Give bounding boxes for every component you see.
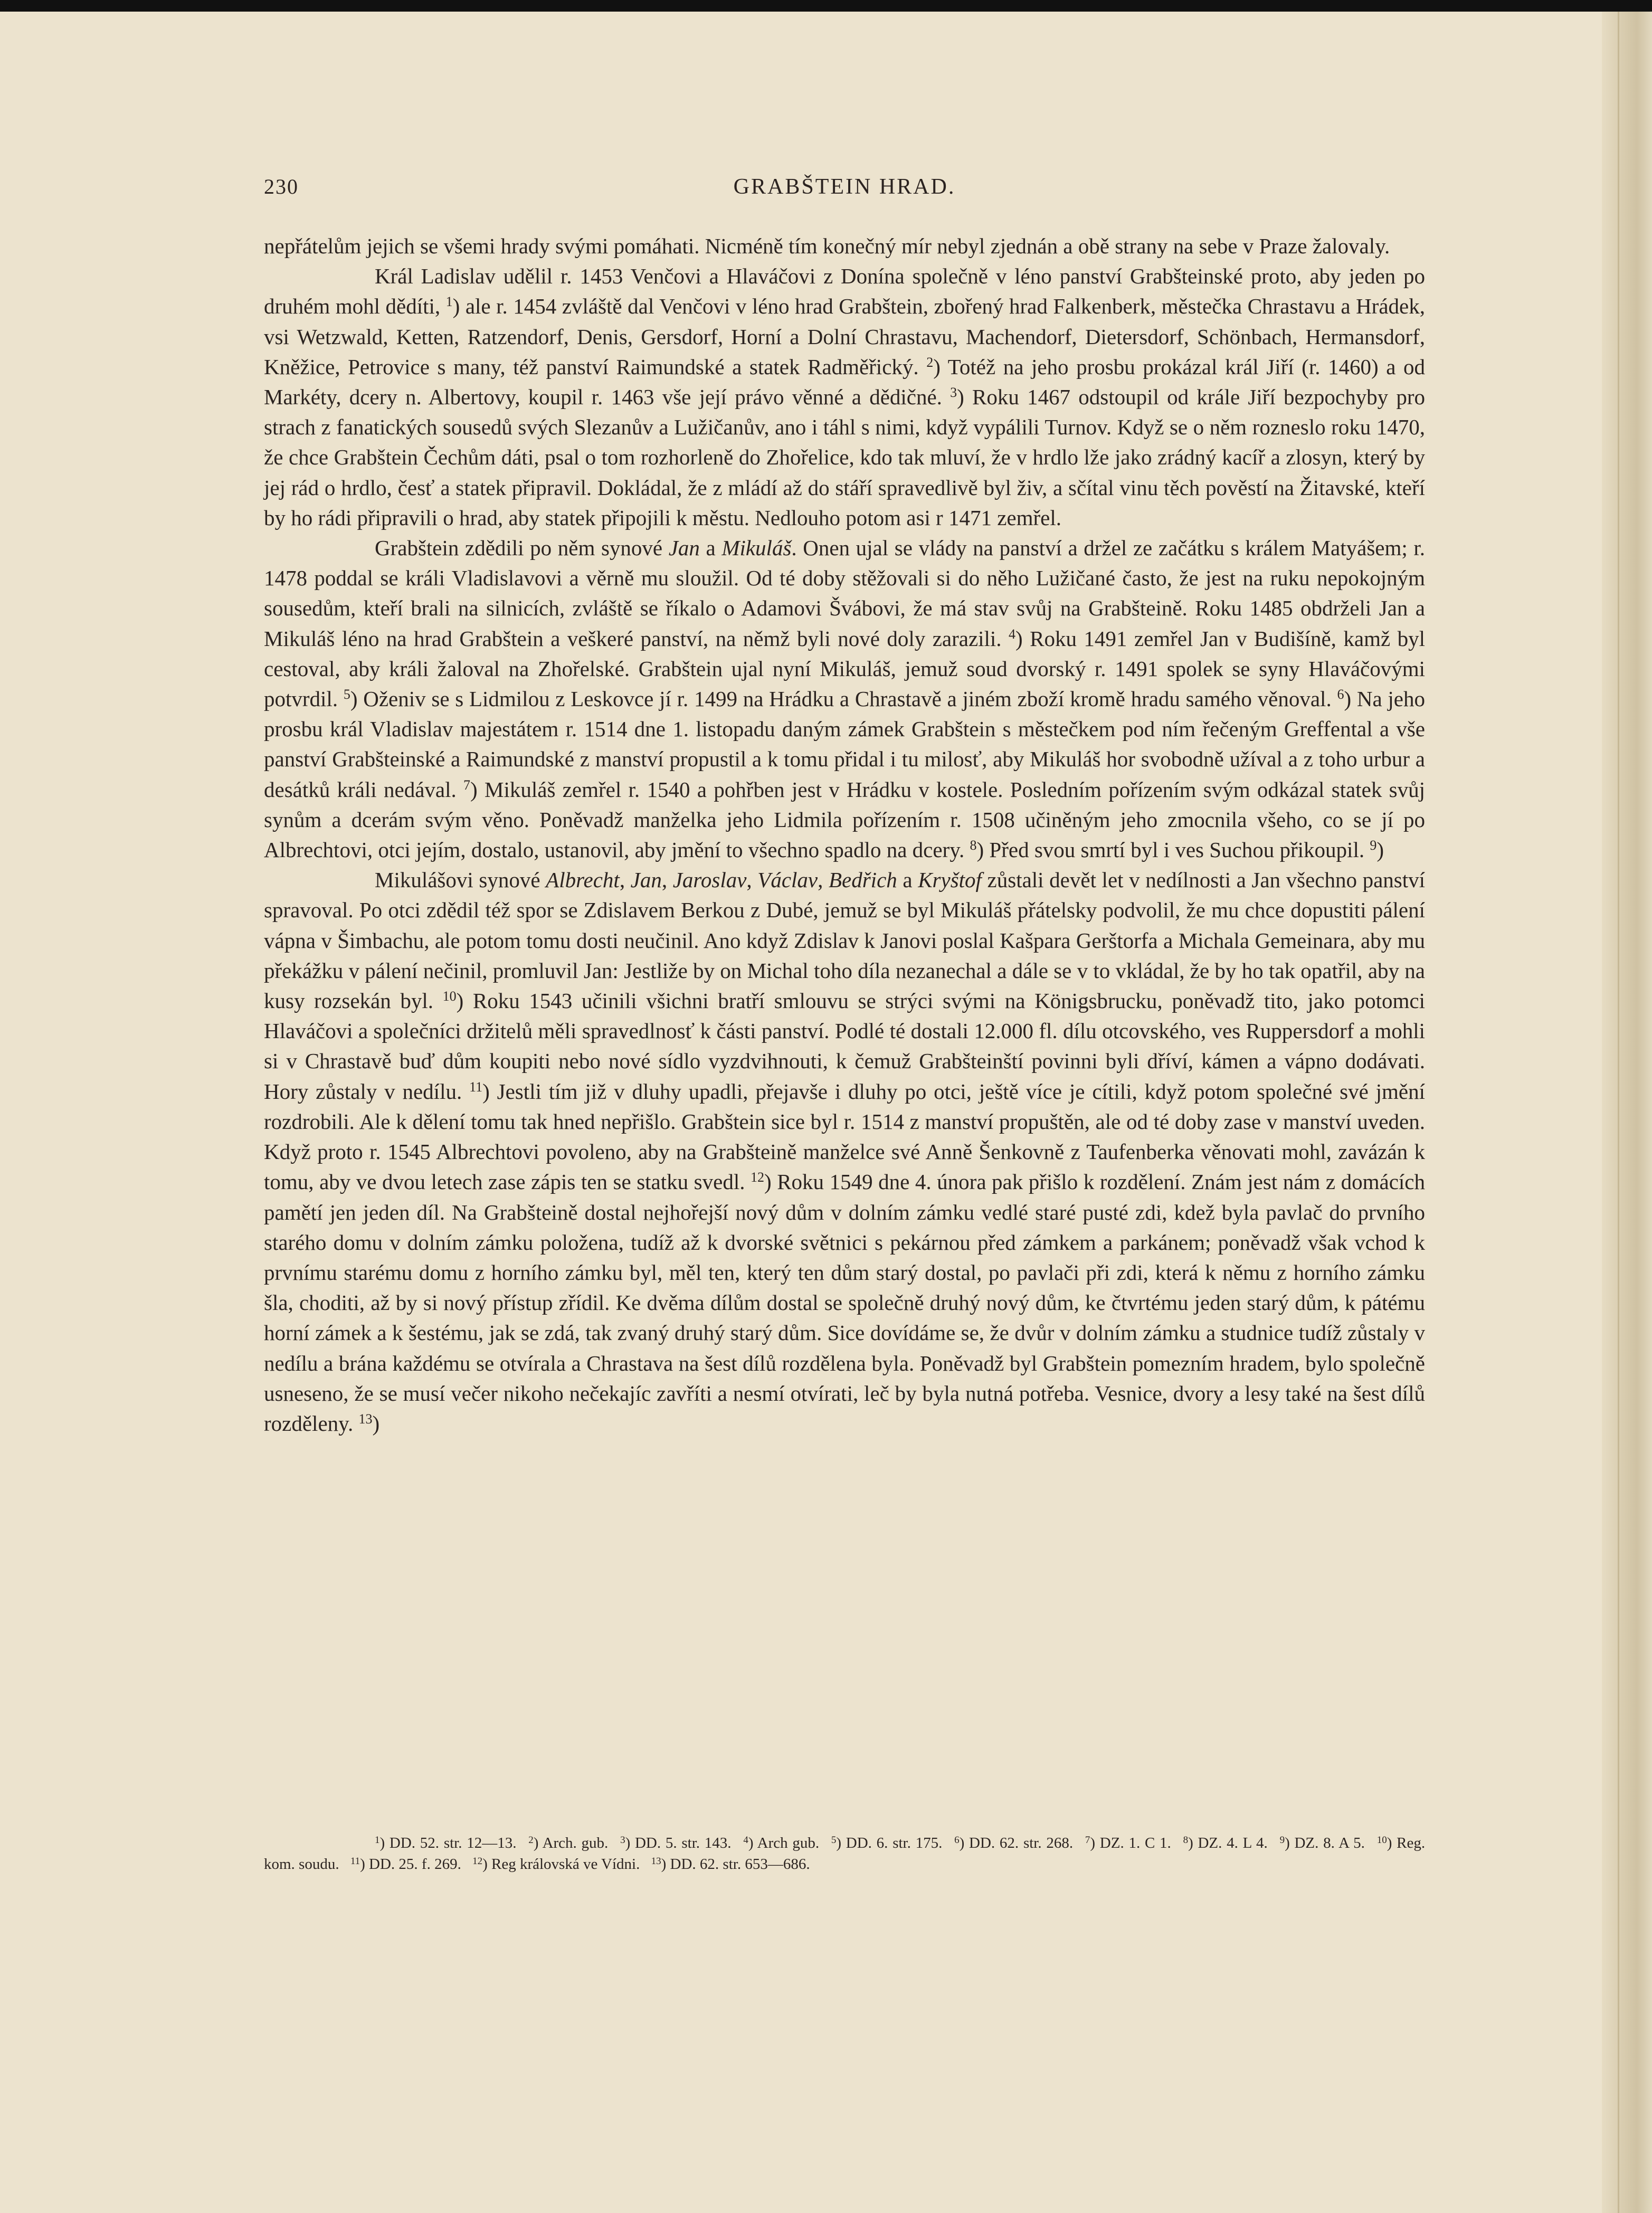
footnote-ref: 2	[926, 354, 934, 370]
footnote-number: 13	[651, 1856, 661, 1867]
footnote-number: 12	[472, 1856, 483, 1867]
footnote-ref: 4	[1009, 626, 1016, 642]
footnote	[472, 1856, 640, 1873]
footnote	[620, 1835, 731, 1851]
footnote-number: 6	[954, 1835, 960, 1846]
footnote-ref: 13	[358, 1411, 373, 1427]
text-run: ,	[746, 868, 758, 892]
text-run: Král Ladislav udělil r. 1453 Venčovi a Hlaváčovi z Donína společně v léno panství Grabšteinské proto, aby jeden po druhém mohl dědíti,	[264, 264, 1425, 319]
footnote	[743, 1835, 819, 1851]
footnote-text: ) DD. 62. str. 268.	[959, 1835, 1074, 1851]
text-run: ) Na jeho prosbu král Vladislav majestátem r. 1514 dne 1. listopadu daným zámek Grabštein s městečkem pod ním řečeným Greffental a vše panství Grabšteinské a Raimundské z manství propustil a k tomu přidal i tu milosť, aby Mikuláš hor svobodně užíval a z toho urbur a desátků králi nedával.	[264, 687, 1425, 802]
footnote	[1085, 1835, 1171, 1851]
footnote-ref: 5	[343, 687, 350, 702]
footnote-number: 8	[1183, 1835, 1189, 1846]
text-run: ) Roku 1549 dne 4. února pak přišlo k rozdělení. Znám jest nám z domácích pamětí jen jeden díl. Na Grabšteině dostal nejhořejší nový dům v dolním zámku vedlé staré pusté zdi, kdež byla pavlač do prvního starého domu v dolním zámku položena, tudíž až k dvorské světnici s pekárnou před zámkem a parkánem; poněvadž však vchod k prvnímu starému domu z horního zámku byl, měl ten, který ten dům starý dostal, po pavlači při zdi, která k němu z horního zámku šla, choditi, až by si nový přístup zřídil. Ke dvěma dílům dostal se společně druhý nový dům, ke čtvrtému jeden starý dům, k pátému horní zámek a k šestému, jak se zdá, tak zvaný druhý starý dům. Sice dovídáme se, že dvůr v dolním zámku a studnice tudíž zůstaly v nedílu a brána každému se otvírala a Chrastava na šest dílů rozdělena byla. Poněvadž byl Grabštein pomezním hradem, bylo společně usneseno, že se musí večer nikoho nečekajíc zavříti a nesmí otvírati, leč by byla nutná potřeba. Vesnice, dvory a lesy také na šest dílů rozděleny.	[264, 1170, 1425, 1436]
footnote-number: 10	[1376, 1835, 1387, 1846]
text-run: zůstali devět let v nedílnosti a Jan všechno panství spravoval. Po otci zdědil též spor se Zdislavem Berkou z Dubé, jemuž se byl Mikuláš přátelsky podvolil, že mu chce dopustiti pálení vápna v Šimbachu, ale potom tomu dosti neučinil. Ano když Zdislav k Janovi poslal Kašpara Gerštorfa a Michala Gemeinara, aby mu překážku v pálení nečinil, promluvil Jan: Jestliže by on Michal toho díla nezanechal a dále se v to vkládal, že by ho tak opatřil, aby na kusy rozsekán byl.	[264, 868, 1426, 1013]
footnote-text: ) DD. 52. str. 12—13.	[379, 1835, 517, 1851]
text-run: nepřátelům jejich se všemi hrady svými pomáhati. Nicméně tím konečný mír nebyl zjednán a obě strany na sebe v Praze žalovaly.	[264, 234, 1390, 258]
italic-name: Václav	[757, 868, 818, 892]
text-run: ) Jestli tím již v dluhy upadli, přejavše i dluhy po otci, ještě více je cítili, když potom společné své jmění rozdrobili. Ale k dělení tomu tak hned nepřišlo. Grabštein sice byl r. 1514 z manství propuštěn, ale od té doby zase v manství uveden. Když proto r. 1545 Albrechtovi povoleno, aby na Grabšteině manželce své Anně Šenkovně z Taufenberka věnovati mohl, zavázán k tomu, aby ve dvou letech zase zápis ten se statku svedl.	[264, 1079, 1425, 1194]
footnote-text: ) DD. 6. str. 175.	[836, 1835, 943, 1851]
paragraph	[264, 261, 1425, 533]
text-run: ,	[661, 868, 673, 892]
footnote	[954, 1835, 1073, 1851]
footnote-ref: 12	[751, 1170, 765, 1185]
footnote	[528, 1835, 608, 1851]
text-run: ) Před svou smrtí byl i ves Suchou přikoupil.	[976, 838, 1370, 862]
text-run: )	[1376, 838, 1384, 862]
footnote-ref: 1	[445, 294, 453, 310]
footnote-number: 2	[528, 1835, 534, 1846]
top-border	[0, 0, 1652, 12]
footnote-number: 4	[743, 1835, 748, 1846]
footnote-ref: 3	[950, 385, 957, 401]
footnote-ref: 9	[1370, 838, 1377, 853]
footnote-text: ) DZ. 8. A 5.	[1285, 1835, 1365, 1851]
footnote-ref: 6	[1337, 687, 1344, 702]
footnote-ref: 8	[970, 838, 977, 853]
footnote-text: ) DD. 62. str. 653—686.	[661, 1856, 810, 1873]
footnote-number: 9	[1279, 1835, 1285, 1846]
page-edge-line	[1618, 12, 1619, 2213]
footnote-number: 5	[831, 1835, 837, 1846]
footnote	[350, 1856, 461, 1873]
book-page-edge	[1602, 12, 1652, 2213]
text-run: ,	[818, 868, 829, 892]
footnote-number: 1	[375, 1835, 380, 1846]
footnote-text: ) DD. 25. f. 269.	[360, 1856, 461, 1873]
footnote-ref: 11	[469, 1079, 483, 1095]
footnote-ref: 7	[463, 777, 471, 793]
paragraph	[264, 865, 1425, 1439]
text-run: a	[897, 868, 918, 892]
text-run: ) Oženiv se s Lidmilou z Leskovce jí r. 1499 na Hrádku a Chrastavě a jiném zboží kromě hradu samého věnoval.	[350, 687, 1337, 711]
footnote	[375, 1835, 516, 1851]
footnote	[1280, 1835, 1365, 1851]
body-text	[264, 231, 1425, 1439]
text-run: a	[699, 536, 722, 561]
text-run: ,	[619, 868, 631, 892]
page-number: 230	[264, 175, 299, 198]
italic-name: Jaroslav	[672, 868, 747, 892]
italic-name: Jan	[668, 536, 700, 561]
paragraph	[264, 533, 1425, 865]
text-run: Grabštein zdědili po něm synové	[375, 536, 669, 561]
text-run: ) ale r. 1454 zvláště dal Venčovi v léno hrad Grabštein, zbořený hrad Falkenberk, městečka Chrastavu a Hrádek, vsi Wetzwald, Ketten, Ratzendorf, Denis, Gersdorf, Horní a Dolní Chrastavu, Machendorf, Dietersdorf, Schönbach, Hermansdorf, Kněžice, Petrovice s many, též panství Raimundské a statek Radměřický.	[264, 294, 1425, 379]
footnote-number: 11	[350, 1856, 360, 1867]
text-run: Mikulášovi synové	[375, 868, 546, 892]
footnote	[1183, 1835, 1268, 1851]
footnote	[651, 1856, 810, 1873]
text-run: ) Roku 1543 učinili všichni bratří smlouvu se strýci svými na Königsbrucku, poněvadž tito, jako potomci Hlaváčovi a společníci držitelů měli spravedlnosť k části panství. Podlé té dostali 12.000 fl. dílu otcovského, ves Ruppersdorf a mohli si v Chrastavě buď dům koupiti nebo nové sídlo vyzdvihnouti, k čemuž Grabšteinští povinni byli dříví, kámen a vápno dodávati. Hory zůstaly v nedílu.	[264, 989, 1425, 1104]
footnote-text: ) Reg královská ve Vídni.	[482, 1856, 640, 1873]
running-title: GRABŠTEIN HRAD.	[733, 175, 956, 199]
footnote-ref: 10	[442, 989, 457, 1004]
footnote	[831, 1835, 942, 1851]
footnote-text: ) Arch gub.	[748, 1835, 820, 1851]
text-run: ) Roku 1467 odstoupil od krále Jiří bezpochyby pro strach z fanatických sousedů svých Slezanův a Lužičanův, ano i táhl s nimi, když vypálili Turnov. Když se o něm rozneslo roku 1470, že chce Grabštein Čechům dáti, psal o tom rozhorleně do Zhořelice, kdo tak mluví, že v hrdlo lže jako zrádný kacíř a zlosyn, který by jej rád o hrdlo, česť a statek připravil. Dokládal, že z mládí až do stáří spravedlivě byl živ, a sčítal vinu těch pověstí na Žitavské, kteří by ho rádi připravili o hrad, aby statek připojili k městu. Nedlouho potom asi r 1471 zemřel.	[264, 385, 1425, 530]
page-header	[264, 174, 1425, 206]
footnote-text: ) DZ. 1. C 1.	[1090, 1835, 1171, 1851]
text-run: . Onen ujal se vlády na panství a držel ze začátku s králem Matyášem; r. 1478 poddal se králi Vladislavovi a věrně mu sloužil. Od té doby stěžovali si do něho Lužičané často, že jest na ruku nepokojným sousedům, kteří brali na silnicích, zvláště se říkalo o Adamovi Švábovi, že má stav svůj na Grabšteině. Roku 1485 obdrželi Jan a Mikuláš léno na hrad Grabštein a veškeré panství, na němž byli nové doly zarazili.	[264, 536, 1426, 651]
footnote-text: ) Reg. kom. soudu.	[264, 1835, 1426, 1873]
paragraph	[264, 231, 1425, 261]
footnote-text: ) DZ. 4. L 4.	[1188, 1835, 1268, 1851]
italic-name: Jan	[630, 868, 662, 892]
italic-name: Kryštof	[918, 868, 982, 892]
text-run: ) Totéž na jeho prosbu prokázal král Jiří (r. 1460) a od Markéty, dcery n. Albertovy, koupil r. 1463 vše její právo věnné a dědičné.	[264, 354, 1425, 410]
footnote-text: ) DD. 5. str. 143.	[625, 1835, 732, 1851]
text-run: ) Roku 1491 zemřel Jan v Budišíně, kamž byl cestoval, aby králi žaloval na Zhořelské. Grabštein ujal nyní Mikuláš, jemuž soud dvorský r. 1491 spolek se syny Hlaváčovými potvrdil.	[264, 626, 1425, 711]
text-run: )	[372, 1411, 380, 1436]
italic-name: Albrecht	[546, 868, 620, 892]
text-run: ) Mikuláš zemřel r. 1540 a pohřben jest v Hrádku v kostele. Posledním pořízením svým odkázal statek svůj synům a dcerám svým věno. Poněvadž manželka jeho Lidmila pořízením r. 1508 učiněným jeho zmocnila všeho, co se jí po Albrechtovi, otci jejím, dostalo, ustanovil, aby jmění to všechno spadlo na dcery.	[264, 777, 1425, 862]
italic-name: Bedřich	[828, 868, 897, 892]
footnote-number: 3	[620, 1835, 625, 1846]
footnote-text: ) Arch. gub.	[533, 1835, 609, 1851]
footnotes	[264, 1832, 1425, 1875]
footnote-number: 7	[1085, 1835, 1090, 1846]
italic-name: Mikuláš	[721, 536, 792, 561]
